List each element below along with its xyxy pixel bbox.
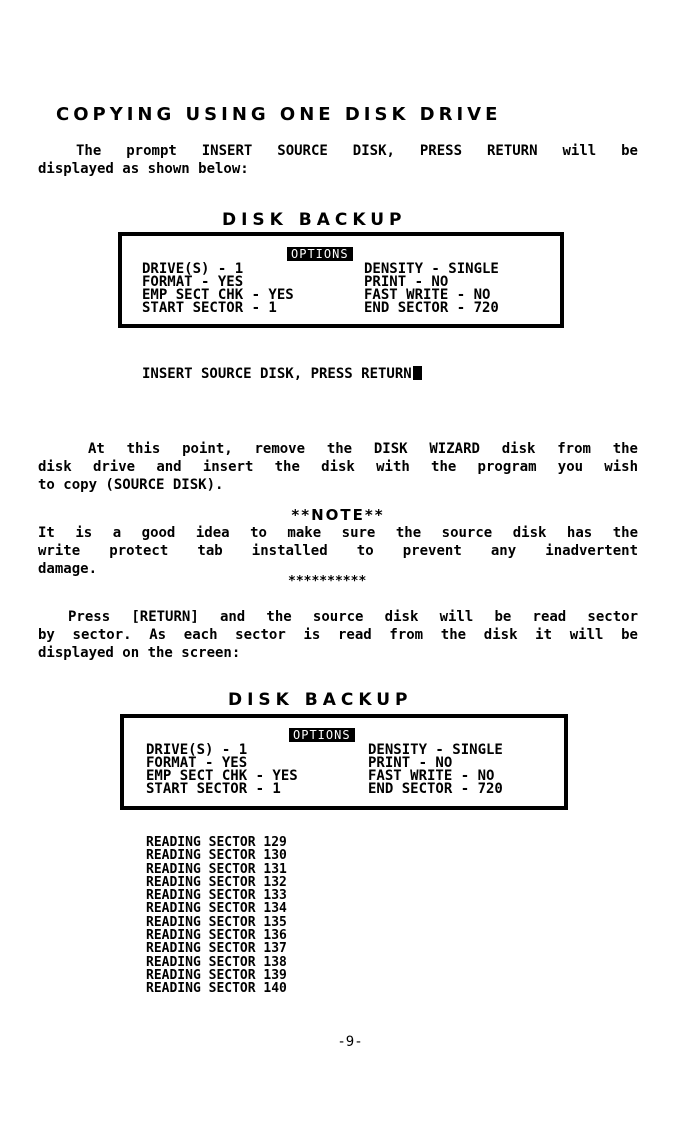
reading-line: READING SECTOR 137 — [146, 941, 287, 957]
screen2-drive: DRIVE(S) - 1 — [146, 742, 248, 758]
para2-line-3: to copy (SOURCE DISK). — [38, 477, 224, 493]
para3-line-2: by sector. As each sector is read from the disk it will be — [38, 627, 638, 643]
intro-line-2: displayed as shown below: — [38, 161, 249, 177]
note-divider: ********** — [288, 574, 367, 589]
reading-line: READING SECTOR 138 — [146, 954, 287, 970]
note-line-2: write protect tab installed to prevent any inadvertent — [38, 543, 638, 559]
screen2-emp-sect-chk: EMP SECT CHK - YES — [146, 768, 298, 784]
reading-line: READING SECTOR 134 — [146, 901, 287, 917]
cursor-block-icon — [413, 366, 422, 380]
screen2-start-sector: START SECTOR - 1 — [146, 781, 281, 797]
note-heading: **NOTE** — [291, 506, 385, 524]
screen1-density: DENSITY - SINGLE — [364, 261, 499, 277]
reading-line: READING SECTOR 131 — [146, 861, 287, 877]
screen1-fast-write: FAST WRITE - NO — [364, 287, 491, 303]
intro-line-1: The prompt INSERT SOURCE DISK, PRESS RETURN will be — [76, 143, 638, 159]
screen1-title: DISK BACKUP — [222, 210, 407, 230]
screen1-options-grid — [142, 263, 552, 315]
screen1-drive: DRIVE(S) - 1 — [142, 261, 244, 277]
reading-line: READING SECTOR 129 — [146, 835, 287, 850]
screen1-emp-sect-chk: EMP SECT CHK - YES — [142, 287, 294, 303]
screen2-format: FORMAT - YES — [146, 755, 248, 771]
screen1-print: PRINT - NO — [364, 274, 449, 290]
insert-source-prompt — [142, 366, 422, 382]
screen2-options-box — [120, 714, 568, 810]
reading-line: READING SECTOR 135 — [146, 914, 287, 930]
reading-line: READING SECTOR 140 — [146, 981, 287, 997]
remove-disk-paragraph — [38, 440, 638, 494]
screen2-title: DISK BACKUP — [228, 690, 413, 710]
screen1-format: FORMAT - YES — [142, 274, 244, 290]
screen2-print: PRINT - NO — [368, 755, 453, 771]
prompt-text: INSERT SOURCE DISK, PRESS RETURN — [142, 366, 412, 382]
reading-line: READING SECTOR 133 — [146, 888, 287, 904]
reading-line: READING SECTOR 130 — [146, 848, 287, 864]
read-sector-paragraph — [38, 608, 638, 662]
screen1-end-sector: END SECTOR - 720 — [364, 300, 499, 316]
note-paragraph — [38, 524, 638, 578]
para2-line-1: At this point, remove the DISK WIZARD disk from the — [88, 441, 638, 457]
screen2-fast-write: FAST WRITE - NO — [368, 768, 495, 784]
screen1-options-label: OPTIONS — [287, 247, 353, 261]
para3-line-1: Press [RETURN] and the source disk will be read sector — [68, 609, 638, 625]
screen2-end-sector: END SECTOR - 720 — [368, 781, 503, 797]
screen1-start-sector: START SECTOR - 1 — [142, 300, 277, 316]
screen1-row-4 — [142, 302, 552, 315]
reading-line: READING SECTOR 139 — [146, 967, 287, 983]
reading-line: READING SECTOR 136 — [146, 928, 287, 944]
para3-line-3: displayed on the screen: — [38, 645, 241, 661]
para2-line-2: disk drive and insert the disk with the program you wish — [38, 459, 638, 475]
note-line-1: It is a good idea to make sure the source disk has the — [38, 525, 638, 541]
screen1-options-box — [118, 232, 564, 328]
page-number: -9- — [337, 1034, 363, 1050]
screen2-options-grid — [146, 744, 556, 796]
screen2-options-label: OPTIONS — [289, 728, 355, 742]
screen2-density: DENSITY - SINGLE — [368, 742, 503, 758]
page-heading: COPYING USING ONE DISK DRIVE — [56, 104, 502, 125]
reading-sector-list — [146, 836, 287, 996]
intro-paragraph — [38, 142, 638, 178]
note-line-3: damage. — [38, 561, 98, 577]
reading-line: READING SECTOR 132 — [146, 874, 287, 890]
screen2-row-4 — [146, 783, 556, 796]
